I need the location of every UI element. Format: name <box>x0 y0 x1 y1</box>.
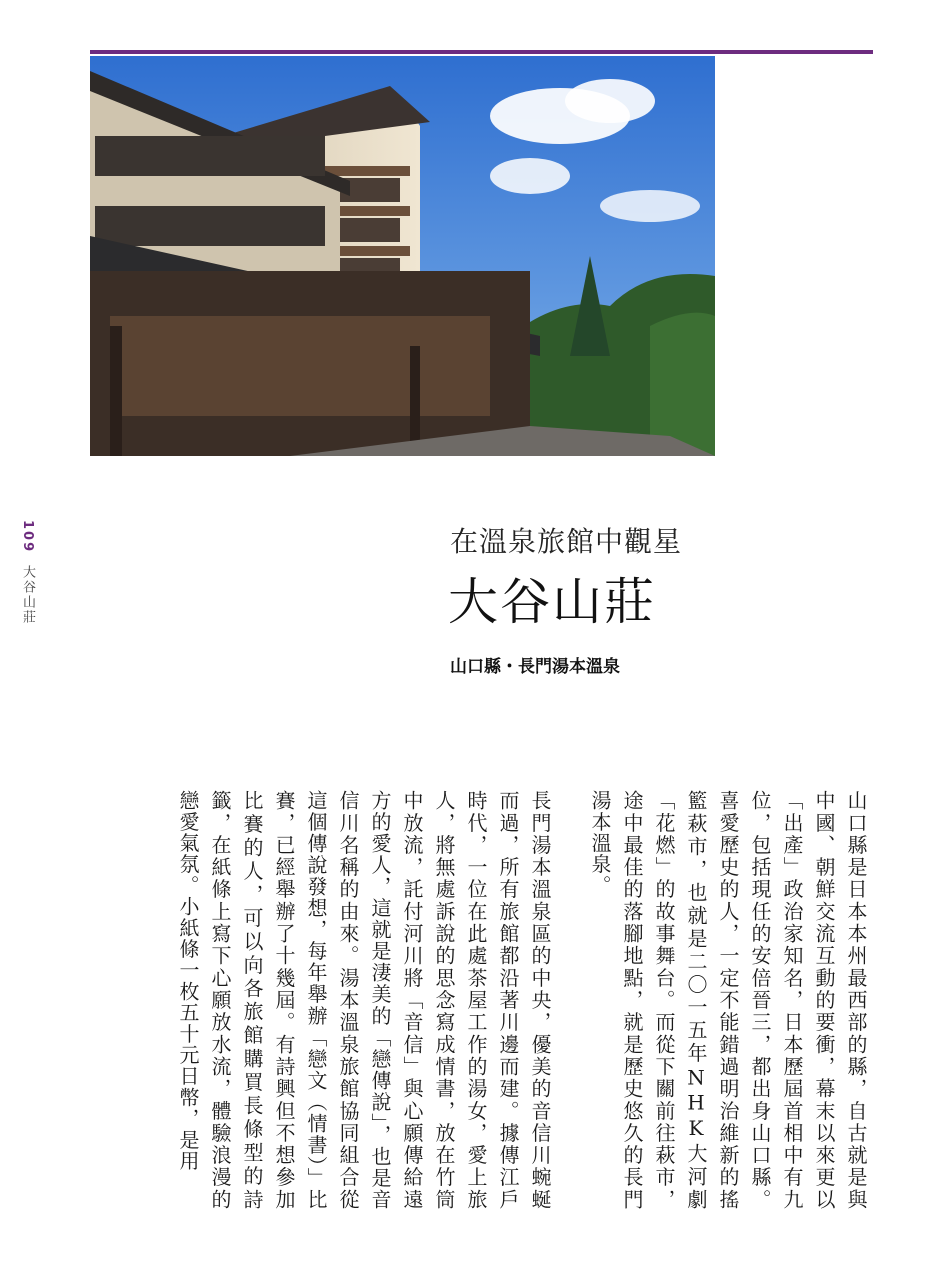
hotel-building-photo-icon <box>90 56 715 456</box>
article-body <box>144 790 872 1210</box>
paragraph: 長門湯本溫泉區的中央，優美的音信川蜿蜒而過，所有旅館都沿著川邊而建。據傳江戶時代，一位在此處茶屋工作的湯女，愛上旅人，將無處訴說的思念寫成情書，放在竹筒中放流，託付河川將「音信」與心願傳給遠方的愛人，這就是淒美的「戀傳說」，也是音信川名稱的由來。湯本溫泉旅館協同組合從這個傳說發想，每年舉辦「戀文（情書）」比賽，已經舉辦了十幾屆。有詩興但不想參加比賽的人，可以向各旅館購買長條型的詩籤，在紙條上寫下心願放水流，體驗浪漫的戀愛氣氛。小紙條一枚五十元日幣，是用 <box>176 790 552 1210</box>
location-label: 山口縣・長門湯本溫泉 <box>450 657 620 677</box>
running-title: 大谷山莊 <box>20 565 35 626</box>
paragraph: 山口縣是日本本州最西部的縣，自古就是與中國、朝鮮交流互動的要衝，幕末以來更以「出產」政治家知名，日本歷屆首相中有九位，包括現任的安倍晉三，都出身山口縣。喜愛歷史的人，一定不能錯過明治維新的搖籃萩市，也就是二〇一五年NHK大河劇「花燃」的故事舞台。而從下關前往萩市，途中最佳的落腳地點，就是歷史悠久的長門湯本溫泉。 <box>588 790 868 1210</box>
article-title: 大谷山莊 <box>448 573 656 631</box>
folio <box>18 520 37 625</box>
hotel-photo <box>90 56 715 456</box>
header-rule <box>90 50 873 54</box>
article-subtitle: 在溫泉旅館中觀星 <box>450 525 683 558</box>
page-number: 109 <box>20 520 35 554</box>
